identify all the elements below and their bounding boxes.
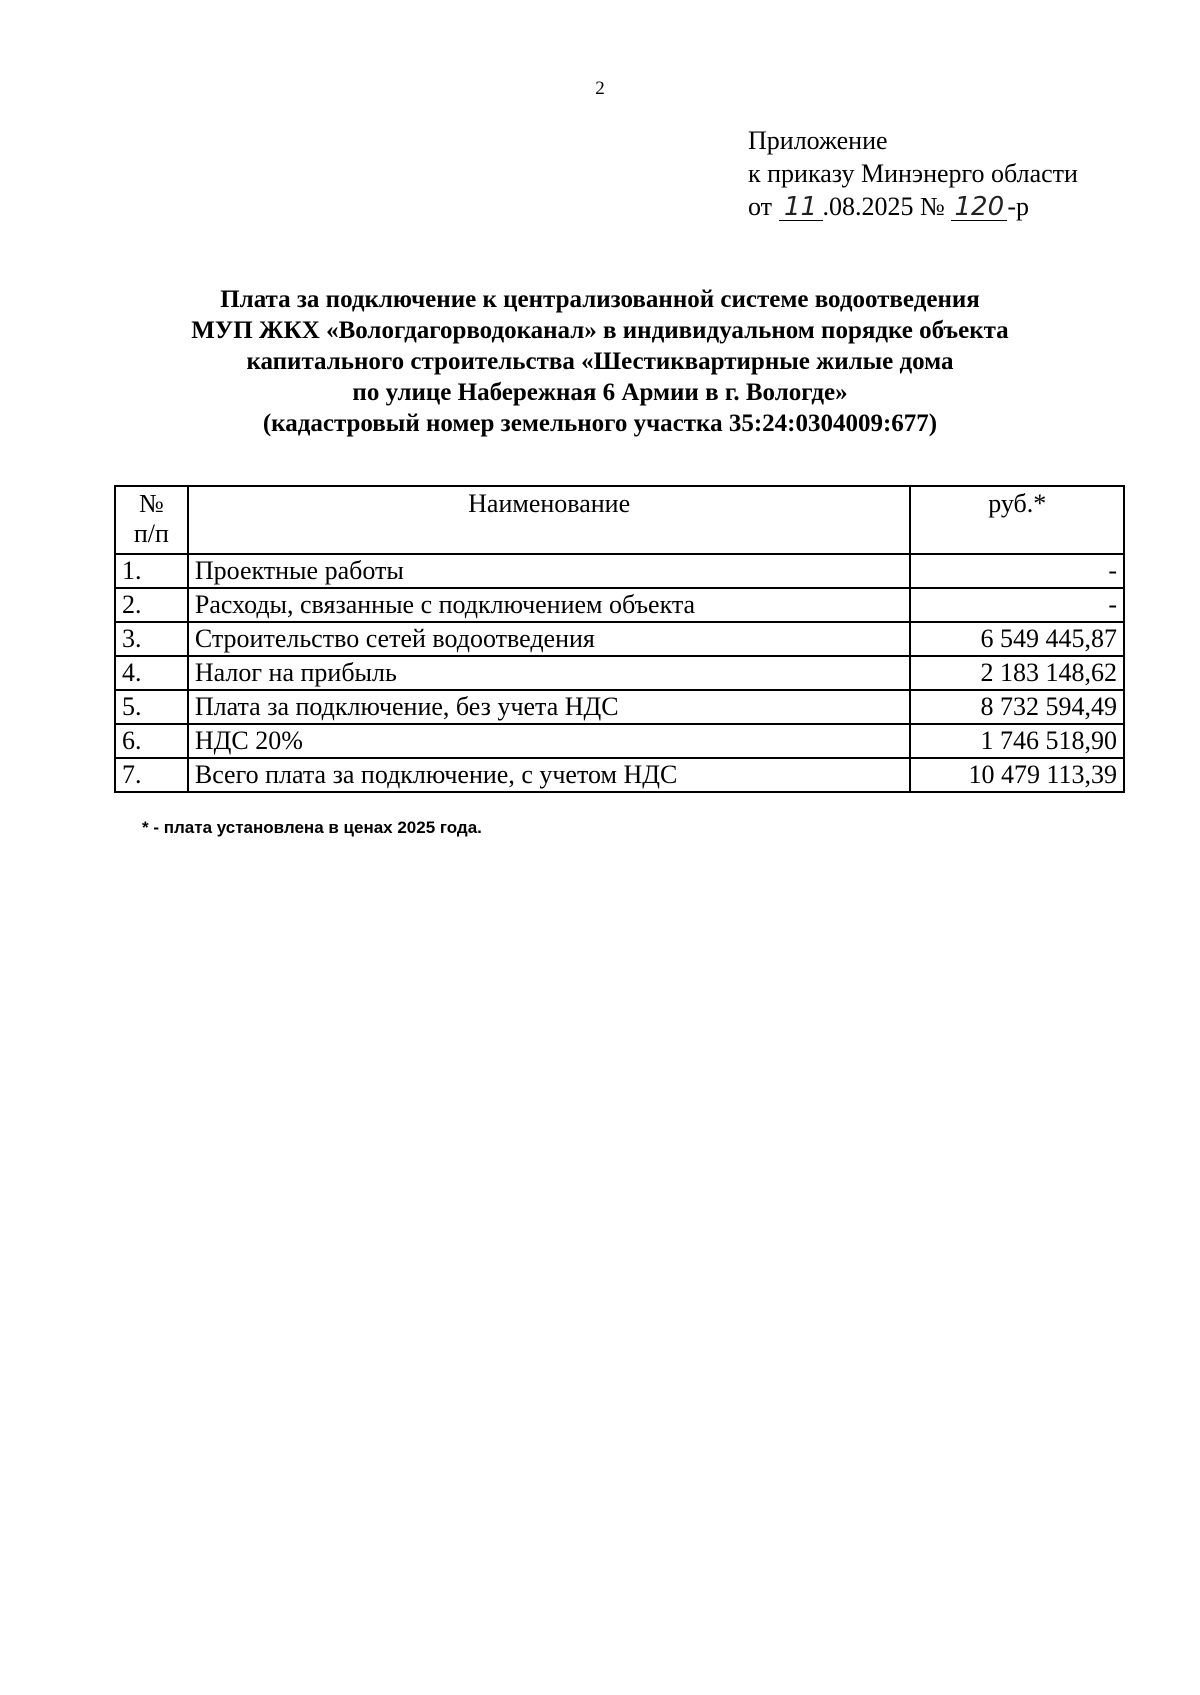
row-name: Налог на прибыль [188, 656, 911, 690]
footnote: * - плата установлена в ценах 2025 года. [142, 818, 482, 837]
appendix-line-3 [748, 190, 1078, 223]
appendix-line-1: Приложение [748, 126, 888, 155]
row-value: 10 479 113,39 [910, 758, 1124, 792]
row-value: - [910, 588, 1124, 622]
handwritten-order-number: 120 [951, 194, 1007, 221]
row-value: 8 732 594,49 [910, 690, 1124, 724]
handwritten-day: 11 [779, 194, 823, 221]
row-value: 2 183 148,62 [910, 656, 1124, 690]
row-num: 4. [115, 656, 188, 690]
tariff-table [114, 485, 1125, 793]
row-name: Всего плата за подключение, с учетом НДС [188, 758, 911, 792]
title-line-1: Плата за подключение к централизованной системе водоотведения [220, 286, 980, 313]
row-num: 2. [115, 588, 188, 622]
header-name: Наименование [188, 486, 911, 554]
page-number: 2 [595, 78, 605, 99]
table-row [115, 656, 1124, 690]
title-line-2: МУП ЖКХ «Вологдагорводоканал» в индивидуальном порядке объекта [191, 317, 1009, 344]
appendix-block [748, 124, 1078, 223]
row-name: Расходы, связанные с подключением объекта [188, 588, 911, 622]
row-name: Проектные работы [188, 554, 911, 588]
appendix-line-2: к приказу Минэнерго области [748, 159, 1078, 188]
row-num: 7. [115, 758, 188, 792]
row-num: 3. [115, 622, 188, 656]
row-value: - [910, 554, 1124, 588]
header-num [115, 486, 188, 554]
row-name: НДС 20% [188, 724, 911, 758]
row-name: Строительство сетей водоотведения [188, 622, 911, 656]
title-line-3: капитального строительства «Шестиквартирные жилые дома [246, 348, 954, 375]
table-row [115, 758, 1124, 792]
row-num: 6. [115, 724, 188, 758]
order-number-suffix: -р [1007, 192, 1030, 221]
header-rub: руб.* [910, 486, 1124, 554]
table-row [115, 690, 1124, 724]
table-row [115, 622, 1124, 656]
header-num-symbol: № [139, 489, 164, 518]
title-line-5: (кадастровый номер земельного участка 35:24:0304009:677) [262, 410, 938, 437]
order-date-prefix: от [748, 192, 773, 221]
row-num: 1. [115, 554, 188, 588]
table-row [115, 588, 1124, 622]
row-value: 1 746 518,90 [910, 724, 1124, 758]
header-num-pp: п/п [133, 519, 169, 548]
table-row [115, 554, 1124, 588]
row-name: Плата за подключение, без учета НДС [188, 690, 911, 724]
row-value: 6 549 445,87 [910, 622, 1124, 656]
order-date-middle: .08.2025 № [822, 192, 945, 221]
title-line-4: по улице Набережная 6 Армии в г. Вологде» [352, 379, 848, 406]
table-row [115, 724, 1124, 758]
table-header-row [115, 486, 1124, 554]
document-title [0, 284, 1200, 439]
row-num: 5. [115, 690, 188, 724]
